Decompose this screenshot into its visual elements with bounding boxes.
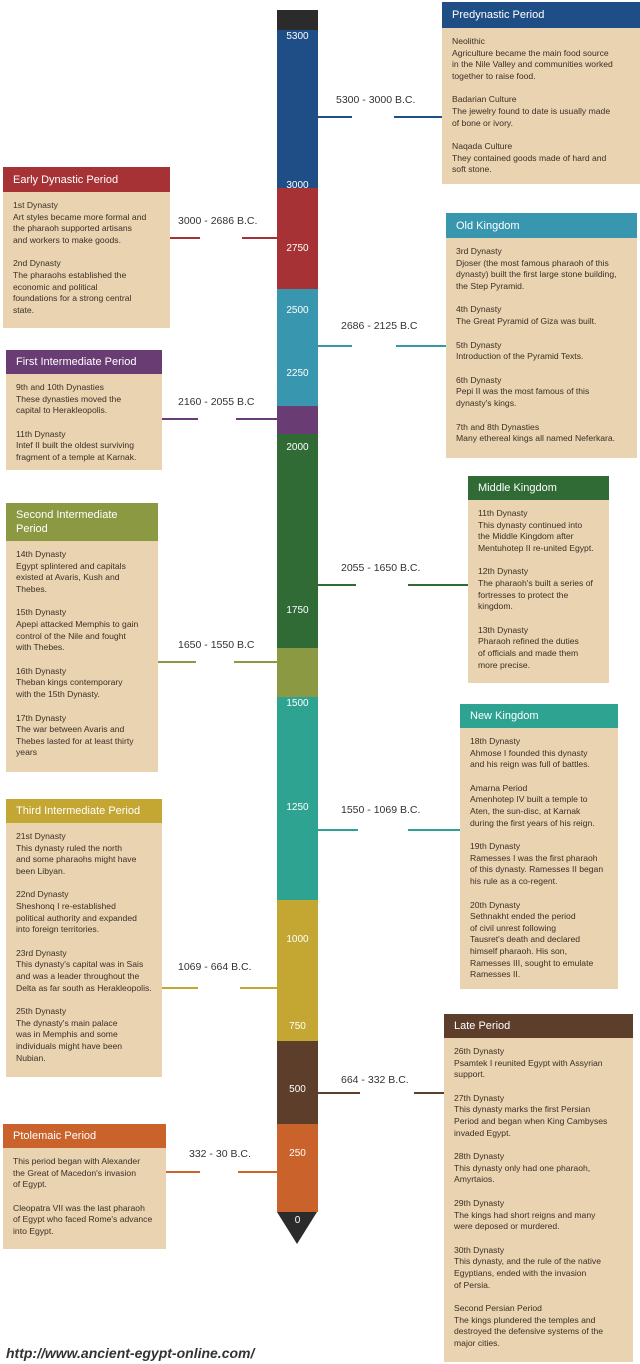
dynasty-description: Theban kings contemporary with the 15th Dynasty. (16, 677, 123, 699)
dynasty-description: Apepi attacked Memphis to gain control of the Nile and fought with Thebes. (16, 618, 139, 653)
bar-segment-third-intermediate (277, 900, 318, 1041)
dynasty-entry (470, 841, 608, 887)
dynasty-name: 29th Dynasty (454, 1197, 505, 1208)
dynasty-description: The pharaohs established the economic and political foundations for a strong central state. (13, 269, 132, 315)
dynasty-name: 18th Dynasty (470, 736, 521, 746)
dynasty-description: This dynasty, and the rule of the native Egyptians, ended with the invasion of Persia. (454, 1256, 601, 1290)
dynasty-entry (16, 382, 152, 417)
card-first-intermediate (6, 350, 162, 470)
dynasty-entry (16, 549, 148, 595)
timeline-end-label: 0 (294, 1215, 301, 1226)
dynasty-entry (16, 1006, 152, 1064)
dynasty-description: Art styles became more formal and the pharaoh supported artisans and workers to make goods. (13, 211, 147, 245)
dynasty-description: The Great Pyramid of Giza was built. (456, 315, 597, 326)
bar-segment-new-kingdom (277, 697, 318, 900)
card-body (3, 1148, 166, 1244)
dynasty-entry (454, 1245, 623, 1291)
connector-new-kingdom (408, 829, 466, 831)
card-body (442, 28, 640, 182)
dynasty-entry (454, 1198, 623, 1233)
timeline-year-label: 1000 (286, 934, 309, 945)
dynasty-description: Amenhotep IV built a temple to Aten, the sun-disc, at Karnak during the first years of his reign. (470, 794, 595, 828)
timeline-year-label: 2500 (286, 305, 309, 316)
dynasty-name: 30th Dynasty (454, 1244, 505, 1255)
dynasty-entry (456, 246, 627, 292)
dynasty-description: Psamtek I reunited Egypt with Assyrian support. (454, 1057, 603, 1080)
dynasty-description: Agriculture became the main food source in the Nile Valley and communities worked together to raise food. (452, 47, 613, 81)
dynasty-name: 9th and 10th Dynasties (16, 382, 104, 392)
card-late-period (444, 1014, 633, 1362)
dynasty-entry (452, 141, 630, 176)
card-body (446, 238, 637, 451)
dynasty-entry (456, 304, 627, 327)
card-header: Early Dynastic Period (3, 167, 170, 192)
range-label-first-intermediate: 2160 - 2055 B.C (178, 396, 255, 408)
range-label-old-kingdom: 2686 - 2125 B.C (341, 320, 418, 332)
dynasty-entry (16, 948, 152, 994)
timeline-year-label: 1500 (286, 698, 309, 709)
dynasty-name: 23rd Dynasty (16, 947, 67, 958)
dynasty-entry (478, 625, 599, 671)
dynasty-description: Sethnakht ended the period of civil unrest following Tausret's death and declared himself pharaoh. His son, Ramesses III, sought to emulate Ramesses II. (470, 911, 594, 980)
card-body (444, 1038, 633, 1355)
connector-old-kingdom (396, 345, 446, 347)
dynasty-name: 4th Dynasty (456, 304, 502, 315)
connector-predynastic (318, 116, 352, 118)
dynasty-description: The kings had short reigns and many were deposed or murdered. (454, 1209, 596, 1232)
dynasty-entry (16, 666, 148, 701)
dynasty-entry (16, 889, 152, 935)
card-header: Ptolemaic Period (3, 1124, 166, 1148)
dynasty-description: Sheshonq I re-established political authority and expanded into foreign territories. (16, 900, 137, 935)
connector-second-intermediate (158, 661, 196, 663)
dynasty-description: Pepi II was the most famous of this dynasty's kings. (456, 386, 590, 408)
dynasty-description: Introduction of the Pyramid Texts. (456, 351, 584, 362)
connector-second-intermediate (234, 661, 277, 663)
dynasty-description: The dynasty's main palace was in Memphis and some individuals might have been Nubian. (16, 1017, 123, 1063)
dynasty-name: Naqada Culture (452, 141, 513, 152)
card-second-intermediate (6, 503, 158, 772)
connector-old-kingdom (318, 345, 352, 347)
timeline-year-label: 3000 (286, 180, 309, 191)
dynasty-description: The jewelry found to date is usually made of bone or ivory. (452, 105, 611, 128)
dynasty-name: Neolithic (452, 36, 485, 46)
card-header: Third Intermediate Period (6, 799, 162, 823)
dynasty-description: The war between Avaris and Thebes lasted for at least thirty years (16, 724, 134, 758)
dynasty-description: Djoser (the most famous pharaoh of this dynasty) built the first large stone building, the Step Pyramid. (456, 257, 617, 291)
range-label-late-period: 664 - 332 B.C. (341, 1074, 409, 1086)
dynasty-name: 3rd Dynasty (456, 246, 502, 256)
card-body (460, 728, 618, 987)
card-header: New Kingdom (460, 704, 618, 728)
dynasty-name: Amarna Period (470, 782, 528, 793)
connector-first-intermediate (236, 418, 277, 420)
bar-segment-second-intermediate (277, 648, 318, 697)
dynasty-description: This dynasty continued into the Middle Kingdom after Mentuhotep II re-united Egypt. (478, 519, 594, 553)
dynasty-entry (16, 429, 152, 464)
range-label-third-intermediate: 1069 - 664 B.C. (178, 961, 252, 973)
dynasty-name: 20th Dynasty (470, 899, 521, 910)
dynasty-name: 15th Dynasty (16, 607, 67, 618)
dynasty-entry (454, 1151, 623, 1186)
source-url-link[interactable]: http://www.ancient-egypt-online.com/ (6, 1345, 255, 1361)
connector-late-period (318, 1092, 360, 1094)
dynasty-entry (470, 736, 608, 771)
timeline-year-label: 750 (289, 1021, 306, 1032)
dynasty-description: Intef II built the oldest surviving fragment of a temple at Karnak. (16, 440, 137, 462)
connector-third-intermediate (162, 987, 198, 989)
card-header: Middle Kingdom (468, 476, 609, 500)
bar-segment-ptolemaic (277, 1124, 318, 1212)
dynasty-entry (452, 94, 630, 129)
dynasty-entry (454, 1093, 623, 1139)
dynasty-description: Pharaoh refined the duties of officials and made them more precise. (478, 636, 579, 670)
card-header: Late Period (444, 1014, 633, 1038)
bar-segment-predynastic (277, 30, 318, 188)
card-third-intermediate (6, 799, 162, 1077)
dynasty-description: Cleopatra VII was the last pharaoh of Egypt who faced Rome's advance into Egypt. (13, 1202, 153, 1236)
dynasty-name: 1st Dynasty (13, 200, 58, 210)
timeline-bar-cap (277, 10, 318, 30)
card-header: First Intermediate Period (6, 350, 162, 374)
timeline-year-label: 1750 (286, 605, 309, 616)
timeline-year-label: 2250 (286, 368, 309, 379)
card-early-dynastic (3, 167, 170, 328)
dynasty-name: Badarian Culture (452, 94, 517, 105)
dynasty-description: This dynasty's capital was in Sais and was a leader throughout the Delta as far south as Herakleopolis. (16, 959, 152, 993)
dynasty-name: 11th Dynasty (478, 508, 528, 518)
dynasty-name: 17th Dynasty (16, 712, 67, 723)
dynasty-name: 7th and 8th Dynasties (456, 421, 540, 432)
dynasty-name: 22nd Dynasty (16, 889, 69, 900)
card-header: Second Intermediate Period (6, 503, 158, 541)
dynasty-name: Second Persian Period (454, 1303, 542, 1314)
dynasty-entry (13, 200, 160, 246)
dynasty-entry (456, 375, 627, 410)
card-header: Predynastic Period (442, 2, 640, 28)
range-label-ptolemaic: 332 - 30 B.C. (189, 1148, 251, 1160)
range-label-middle-kingdom: 2055 - 1650 B.C. (341, 562, 421, 574)
dynasty-name: 14th Dynasty (16, 549, 67, 559)
dynasty-entry (456, 422, 627, 445)
dynasty-name: 11th Dynasty (16, 428, 66, 439)
dynasty-description: This dynasty ruled the north and some pharaohs might have been Libyan. (16, 842, 137, 876)
dynasty-description: The pharaoh's built a series of fortresses to protect the kingdom. (478, 577, 593, 612)
range-label-predynastic: 5300 - 3000 B.C. (336, 94, 416, 106)
dynasty-description: Ramesses I was the first pharaoh of this dynasty. Ramesses II began his rule as a co-regent. (470, 852, 604, 886)
timeline-year-label: 1250 (286, 802, 309, 813)
card-body (6, 374, 162, 470)
card-predynastic (442, 2, 640, 184)
dynasty-entry (478, 508, 599, 554)
connector-late-period (414, 1092, 444, 1094)
dynasty-name: 26th Dynasty (454, 1046, 505, 1056)
dynasty-name: 13th Dynasty (478, 624, 529, 635)
dynasty-entry (13, 1156, 156, 1191)
card-body (468, 500, 609, 677)
dynasty-name: 19th Dynasty (470, 841, 521, 852)
dynasty-description: Egypt splintered and capitals existed at Avaris, Kush and Thebes. (16, 560, 126, 594)
dynasty-name: 12th Dynasty (478, 566, 529, 577)
connector-middle-kingdom (318, 584, 356, 586)
connector-early-dynastic (170, 237, 200, 239)
card-middle-kingdom (468, 476, 609, 683)
connector-ptolemaic (166, 1171, 200, 1173)
dynasty-entry (16, 713, 148, 759)
timeline-year-label: 5300 (286, 31, 309, 42)
dynasty-entry (13, 258, 160, 316)
timeline-year-label: 2000 (286, 442, 309, 453)
dynasty-name: 28th Dynasty (454, 1151, 505, 1162)
timeline-year-label: 250 (289, 1148, 306, 1159)
dynasty-entry (454, 1046, 623, 1081)
range-label-new-kingdom: 1550 - 1069 B.C. (341, 804, 421, 816)
dynasty-description: These dynasties moved the capital to Herakleopolis. (16, 393, 122, 416)
card-new-kingdom (460, 704, 618, 989)
card-ptolemaic (3, 1124, 166, 1249)
range-label-early-dynastic: 3000 - 2686 B.C. (178, 215, 258, 227)
card-body (3, 192, 170, 322)
dynasty-entry (470, 900, 608, 981)
dynasty-name: 16th Dynasty (16, 665, 67, 676)
timeline-year-label: 500 (289, 1084, 306, 1095)
dynasty-entry (456, 340, 627, 363)
range-label-second-intermediate: 1650 - 1550 B.C (178, 639, 255, 651)
dynasty-name: 2nd Dynasty (13, 258, 61, 269)
dynasty-name: 21st Dynasty (16, 831, 66, 841)
dynasty-description: Many ethereal kings all named Neferkara. (456, 433, 616, 444)
card-old-kingdom (446, 213, 637, 458)
connector-third-intermediate (240, 987, 277, 989)
card-body (6, 823, 162, 1070)
dynasty-entry (478, 566, 599, 612)
bar-segment-first-intermediate (277, 406, 318, 434)
dynasty-entry (13, 1203, 156, 1238)
dynasty-name: 25th Dynasty (16, 1006, 67, 1017)
dynasty-name: 27th Dynasty (454, 1092, 505, 1103)
connector-predynastic (394, 116, 442, 118)
dynasty-description: The kings plundered the temples and destroyed the defensive systems of the major cities. (454, 1314, 604, 1348)
dynasty-entry (454, 1303, 623, 1349)
dynasty-description: This period began with Alexander the Great of Macedon's invasion of Egypt. (13, 1156, 141, 1190)
card-header: Old Kingdom (446, 213, 637, 238)
dynasty-description: They contained goods made of hard and soft stone. (452, 152, 607, 175)
connector-early-dynastic (242, 237, 277, 239)
connector-new-kingdom (318, 829, 358, 831)
dynasty-entry (452, 36, 630, 82)
card-body (6, 541, 158, 765)
bar-segment-early-dynastic (277, 188, 318, 289)
dynasty-description: Ahmose I founded this dynasty and his reign was full of battles. (470, 747, 590, 770)
dynasty-name: 5th Dynasty (456, 339, 502, 350)
dynasty-entry (470, 783, 608, 829)
dynasty-entry (16, 831, 152, 877)
connector-middle-kingdom (408, 584, 468, 586)
dynasty-name: 6th Dynasty (456, 374, 502, 385)
connector-first-intermediate (162, 418, 198, 420)
bar-segment-late-period (277, 1041, 318, 1124)
timeline-year-label: 2750 (286, 243, 309, 254)
dynasty-description: This dynasty marks the first Persian Period and began when King Cambyses invaded Egypt. (454, 1104, 608, 1138)
dynasty-description: This dynasty only had one pharaoh, Amyrtaios. (454, 1162, 591, 1185)
connector-ptolemaic (238, 1171, 277, 1173)
dynasty-entry (16, 607, 148, 653)
